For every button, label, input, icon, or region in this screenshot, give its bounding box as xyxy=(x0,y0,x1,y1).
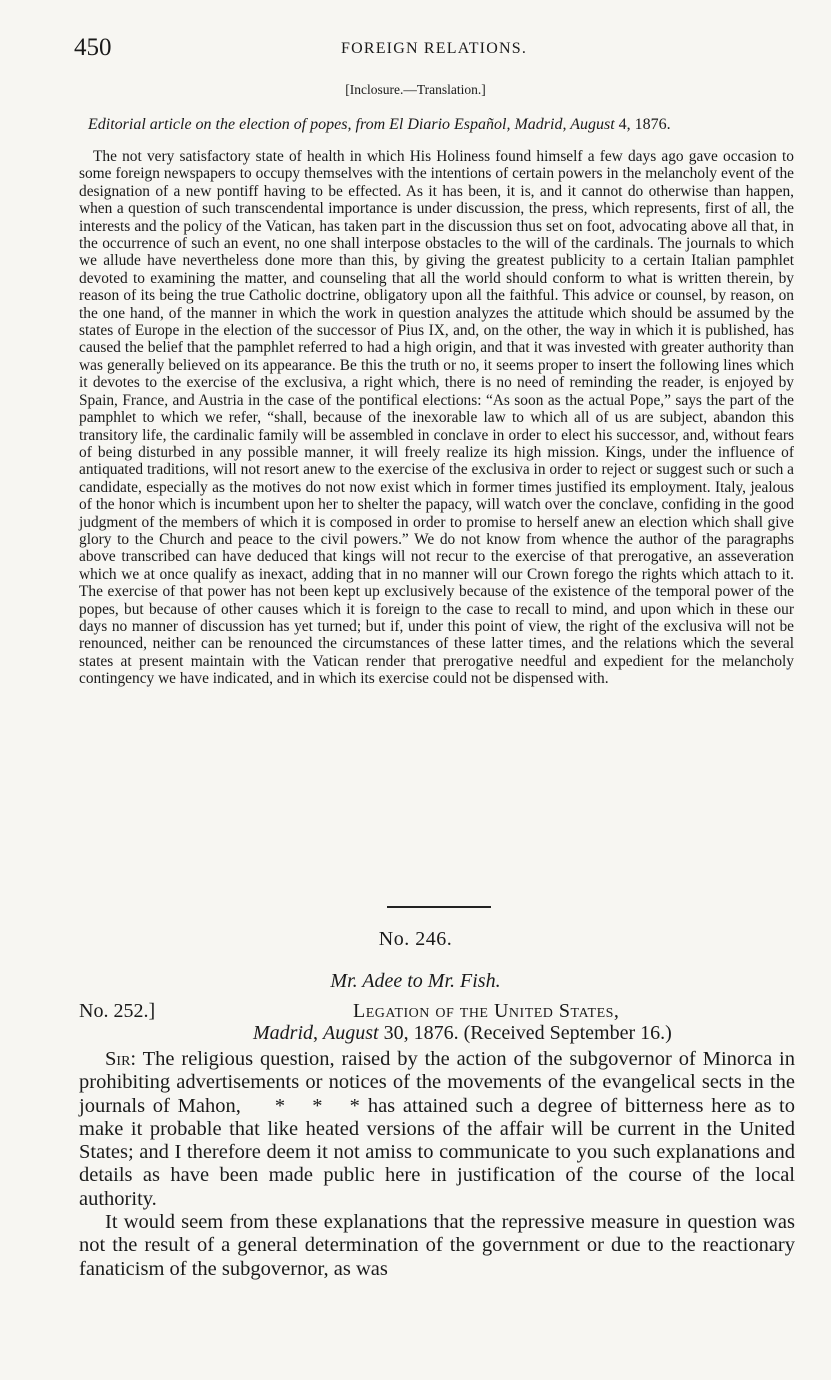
letter-paragraph-1 xyxy=(79,1048,795,1211)
letter-body xyxy=(79,1048,795,1281)
section-divider xyxy=(387,906,491,908)
dateline-month: August xyxy=(323,1022,379,1044)
legation-heading: Legation of the United States, xyxy=(353,1000,620,1022)
letter-text-1b: has attained such a degree of bitterness here as to make it probable that like heated versions of the affair will be current in the United States; and I therefore deem it not amiss to communicate to you such explanations and details as have been made public here in justification of the course of the local authority. xyxy=(79,1094,796,1210)
dateline: Madrid, August 30, 1876. (Received September 16.) xyxy=(253,1022,672,1044)
page-number: 450 xyxy=(74,34,112,61)
running-head: FOREIGN RELATIONS. xyxy=(340,40,528,57)
editorial-title-text: Editorial article on the election of popes, from El Diario Español, Madrid, August xyxy=(88,116,615,133)
salutation: Sir: xyxy=(105,1048,137,1070)
inclosure-label: [Inclosure.—Translation.] xyxy=(345,82,486,97)
reference-number: No. 252.] xyxy=(79,1000,156,1022)
document-number: No. 246. xyxy=(378,928,453,950)
editorial-article xyxy=(79,148,794,688)
letter-heading xyxy=(79,1000,795,1024)
dateline-place: Madrid xyxy=(253,1022,313,1044)
letter-title: Mr. Adee to Mr. Fish. xyxy=(330,970,501,992)
page-header xyxy=(74,34,794,64)
letter-paragraph-2: It would seem from these explanations that the repressive measure in question was not the result of a general determination of the government or due to the reactionary fanaticism of the subgovernor, as was xyxy=(79,1211,795,1280)
editorial-title xyxy=(88,116,788,134)
omission-stars: * * * xyxy=(274,1094,360,1117)
editorial-paragraph: The not very satisfactory state of health in which His Holiness found himself a few days ago gave occasion to some foreign newspapers to occupy themselves with the intentions of certain powers in the melancholy event of the designation of a new pontiff having to be effected. As it has been, it is, and it cannot do otherwise than happen, when a question of such transcendental importance is under discussion, the press, which represents, first of all, the interests and the policy of the Vatican, has taken part in the discussion thus set on foot, advocating above all that, in the occurrence of such an event, no one shall interpose obstacles to the will of the cardinals. The journals to which we allude have nevertheless done more than this, by giving the greatest publicity to a certain Italian pamphlet devoted to examining the matter, and counseling that all the world should conform to what is written therein, by reason of its being the true Catholic doctrine, obligatory upon all the faithful. This advice or counsel, by reason, on the one hand, of the manner in which the work in question analyzes the attitude which should be assumed by the states of Europe in the election of the successor of Pius IX, and, on the other, the way in which it is published, has caused the belief that the pamphlet referred to had a high origin, and that it was invested with greater authority than was generally believed on its appearance. Be this the truth or no, it seems proper to insert the following lines which it devotes to the exercise of the exclusiva, a right which, there is no need of reminding the reader, is enjoyed by Spain, France, and Austria in the case of the pontifical elections: “As soon as the actual Pope,” says the part of the pamphlet to which we refer, “shall, because of the inexorable law to which all of us are subject, abandon this transitory life, the cardinalic family will be assembled in conclave in order to elect his successor, and, without fears of being disturbed in any possible manner, it will freely realize its high mission. Kings, under the influence of antiquated traditions, will not resort anew to the exercise of the exclusiva in order to reject or suggest such or such a candidate, especially as the motives do not now exist which in former times justified its employment. Italy, jealous of the honor which is incumbent upon her to shelter the papacy, will watch over the conclave, confiding in the good judgment of the members of which it is composed in order to promise to herself anew an election which shall give glory to the Church and peace to the civil powers.” We do not know from whence the author of the paragraphs above transcribed can have deduced that kings will not recur to the exercise of that prerogative, an asseveration which we at once qualify as inexact, adding that in no manner will our Crown forego the rights which attach to it. The exercise of that power has not been kept up exclusively because of the existence of the temporal power of the popes, but because of other causes which it is foreign to the case to recall to mind, and upon which in these our days no manner of discussion has yet turned; but if, under this point of view, the right of the exclusiva will not be renounced, neither can be renounced the circumstances of these latter times, and the relations which the several states at present maintain with the Vatican render that prerogative needful and expedient for the melancholy contingency we have indicated, and in which its exercise could not be dispensed with. xyxy=(79,148,794,688)
letter-text-1a: The religious question, raised by the action of the subgovernor of Minorca in prohibiting advertisements or notices of the movements of the evangelical sects in the journals of Mahon, xyxy=(79,1048,795,1117)
editorial-title-date: 4, 1876. xyxy=(614,116,671,133)
dateline-rest: 30, 1876. (Received September 16.) xyxy=(378,1022,672,1044)
